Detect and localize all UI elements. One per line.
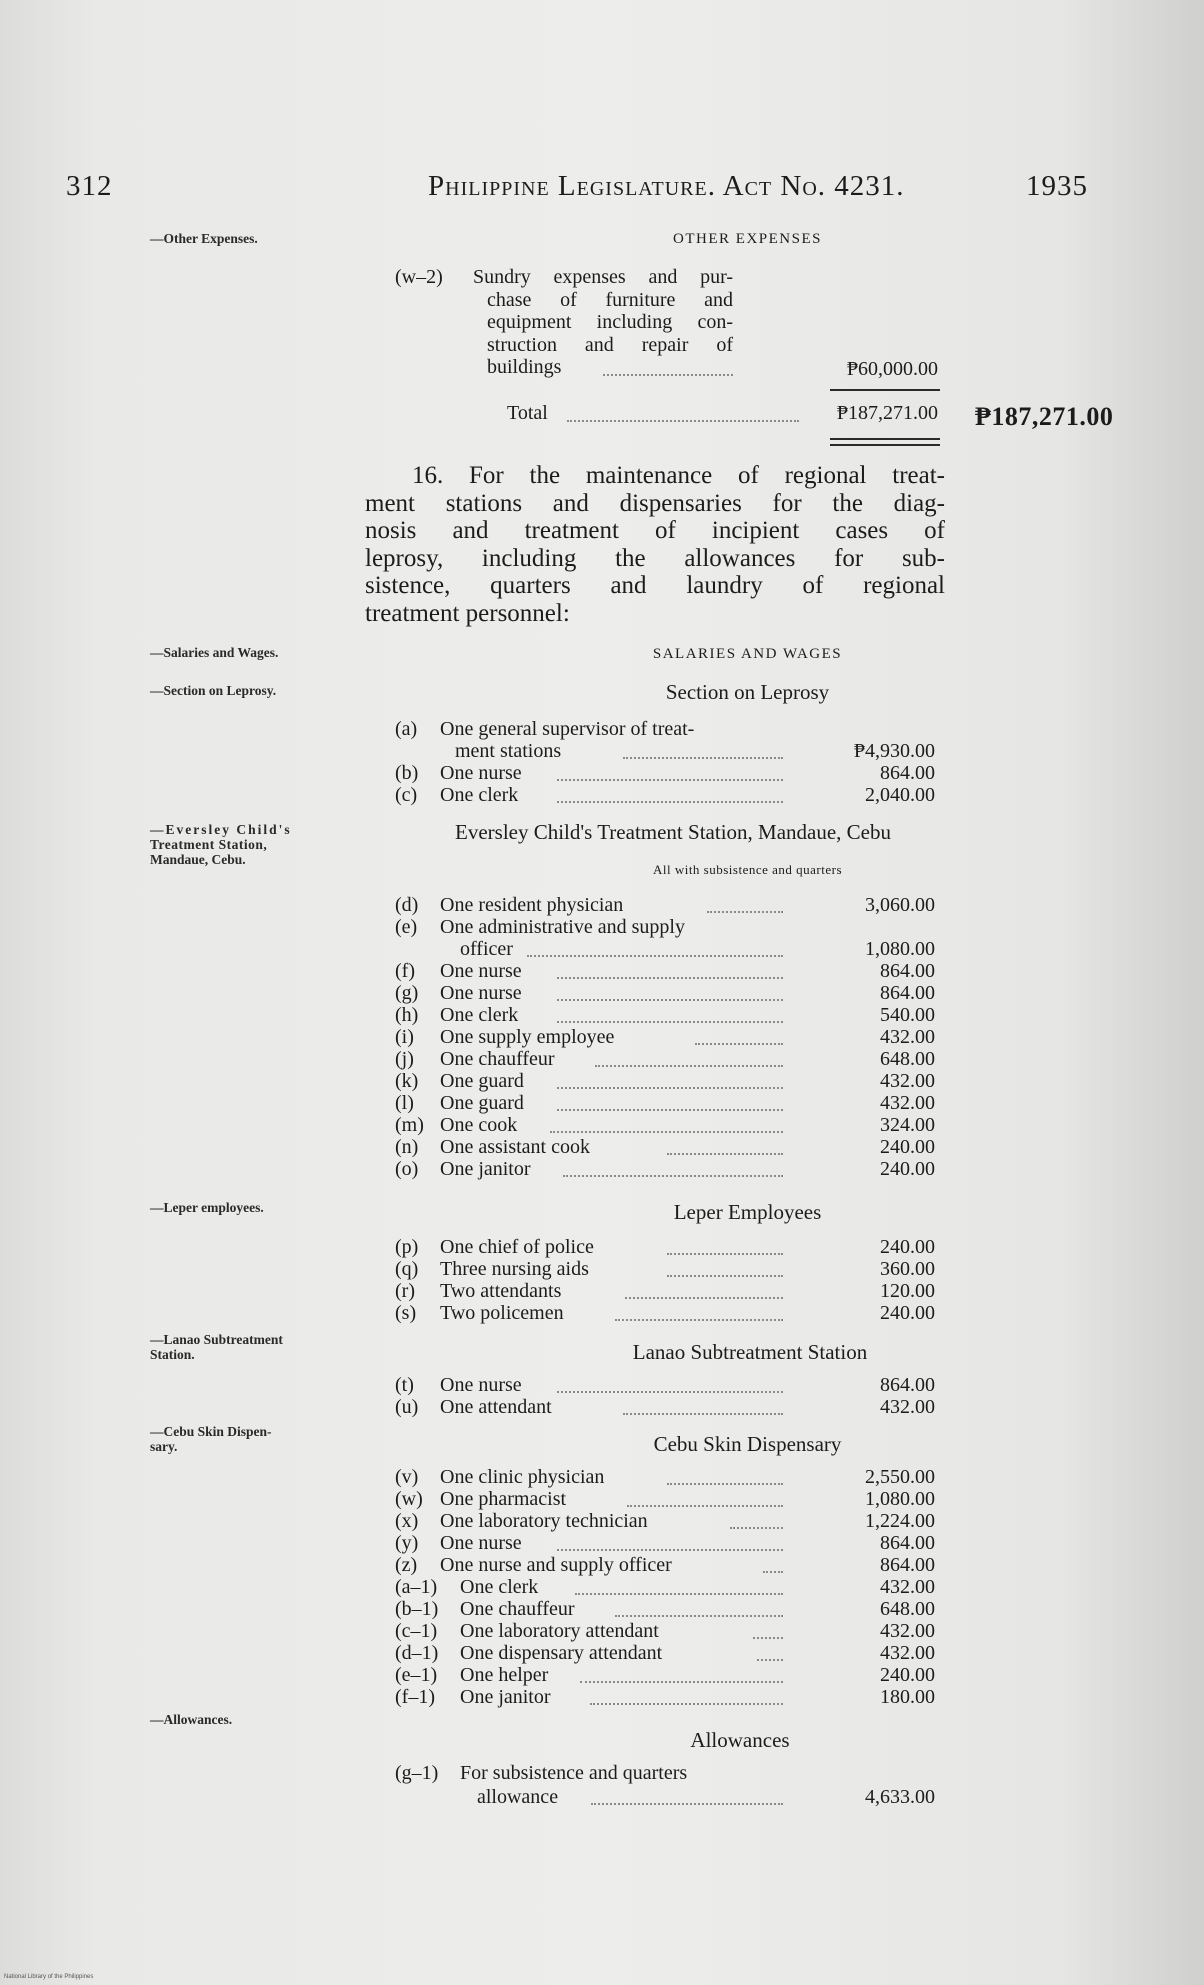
item-label: (n) [395, 1136, 419, 1158]
item-y [395, 1532, 935, 1554]
item-text: One laboratory attendant [460, 1620, 659, 1642]
item-g1 [395, 1762, 935, 1784]
item-r [395, 1280, 935, 1302]
item-amount: 648.00 [880, 1048, 935, 1070]
item-amount: 540.00 [880, 1004, 935, 1026]
heading-salaries: SALARIES AND WAGES [652, 646, 843, 662]
item-j [395, 1048, 935, 1070]
leader-dots [695, 1029, 783, 1045]
page-title: Philippine Legislature. Act No. 4231. [428, 170, 905, 202]
sum-rule [830, 389, 940, 391]
item-label: (g–1) [395, 1762, 439, 1784]
margin-note-allowances: —Allowances. [150, 1712, 233, 1727]
item-amount: 240.00 [880, 1136, 935, 1158]
item-amount: 432.00 [880, 1642, 935, 1664]
item-g1-cont [395, 1786, 935, 1808]
item-d [395, 894, 935, 916]
item-label: (k) [395, 1070, 419, 1092]
margin-note-cebu: —Cebu Skin Dispen- sary. [150, 1424, 272, 1454]
leader-dots [557, 1007, 783, 1023]
item-text: One nurse [440, 1532, 522, 1554]
item-l [395, 1092, 935, 1114]
item-text: Two attendants [440, 1280, 562, 1302]
item-label: (s) [395, 1302, 417, 1324]
item-text-line: chase of furniture and [487, 288, 733, 311]
item-label: (a–1) [395, 1576, 438, 1598]
leader-dots [557, 765, 783, 781]
grand-total: ₱187,271.00 [975, 402, 1114, 431]
note-eversley: All with subsistence and quarters [652, 862, 843, 877]
item-n [395, 1136, 935, 1158]
heading-leper: Leper Employees [673, 1200, 822, 1224]
leader-dots [757, 1645, 783, 1661]
item-text-line: struction and repair of [487, 333, 733, 356]
item-amount: ₱4,930.00 [853, 740, 935, 762]
item-e1 [395, 1664, 935, 1686]
leader-dots [557, 985, 783, 1001]
item-amount: 432.00 [880, 1396, 935, 1418]
page-year: 1935 [1026, 170, 1088, 202]
heading-lanao: Lanao Subtreatment Station [632, 1340, 868, 1364]
item-text-cont: allowance [477, 1786, 559, 1808]
item-text: One clerk [440, 1004, 519, 1026]
item-amount: 864.00 [880, 1374, 935, 1396]
item-text: One nurse [440, 960, 522, 982]
item-text-cont: officer [460, 938, 513, 960]
paragraph-line: leprosy, including the allowances for sub- [365, 544, 945, 572]
item-text: One janitor [460, 1686, 551, 1708]
item-label: (u) [395, 1396, 419, 1418]
item-text: One helper [460, 1664, 549, 1686]
item-text: One nurse [440, 762, 522, 784]
heading-leprosy: Section on Leprosy [665, 680, 830, 704]
item-b1 [395, 1598, 935, 1620]
heading-allowances: Allowances [690, 1728, 790, 1752]
leader-dots [623, 743, 783, 759]
paragraph-line: treatment personnel: [365, 599, 570, 627]
item-a [395, 718, 935, 740]
item-label: (f–1) [395, 1686, 435, 1708]
item-f [395, 960, 935, 982]
item-o [395, 1158, 935, 1180]
item-text: For subsistence and quarters [460, 1762, 688, 1784]
leader-dots [590, 1689, 783, 1705]
item-text: One resident physician [440, 894, 624, 916]
item-label: (q) [395, 1258, 419, 1280]
double-rule-bottom [830, 444, 940, 446]
item-c [395, 784, 935, 806]
item-text: One general supervisor of treat- [440, 718, 695, 740]
item-x [395, 1510, 935, 1532]
item-text-line: buildings [487, 356, 562, 378]
heading-eversley: Eversley Child's Treatment Station, Mandaue, Cebu [455, 820, 891, 844]
item-amount: 432.00 [880, 1620, 935, 1642]
heading-other-expenses: OTHER EXPENSES [673, 231, 822, 247]
item-label: (c) [395, 784, 418, 806]
margin-note-eversley: —Eversley Child's Treatment Station, Mandaue, Cebu. [150, 822, 292, 867]
leader-dots [615, 1305, 783, 1321]
double-rule-top [830, 438, 940, 440]
paragraph-line: ment stations and dispensaries for the diag- [365, 489, 945, 517]
item-text: Two policemen [440, 1302, 564, 1324]
item-label: (e–1) [395, 1664, 438, 1686]
item-amount: 2,040.00 [865, 784, 935, 806]
item-text: One laboratory technician [440, 1510, 648, 1532]
item-amount: 648.00 [880, 1598, 935, 1620]
item-amount: 432.00 [880, 1070, 935, 1092]
item-label: (z) [395, 1554, 418, 1576]
item-label: (l) [395, 1092, 414, 1114]
item-i [395, 1026, 935, 1048]
item-text: One chauffeur [460, 1598, 575, 1620]
item-label: (a) [395, 718, 418, 740]
item-k [395, 1070, 935, 1092]
item-amount: 432.00 [880, 1026, 935, 1048]
item-z [395, 1554, 935, 1576]
leader-dots [625, 1283, 783, 1299]
margin-note-other-expenses: —Other Expenses. [150, 231, 258, 246]
item-label: (y) [395, 1532, 419, 1554]
item-text: One cook [440, 1114, 518, 1136]
item-h [395, 1004, 935, 1026]
item-amount: 240.00 [880, 1236, 935, 1258]
item-v [395, 1466, 935, 1488]
leader-dots [667, 1239, 783, 1255]
item-b [395, 762, 935, 784]
margin-note-salaries: —Salaries and Wages. [150, 645, 279, 660]
item-text: One nurse [440, 982, 522, 1004]
leader-dots [615, 1601, 783, 1617]
item-amount: 240.00 [880, 1158, 935, 1180]
leader-dots [550, 1117, 783, 1133]
item-label: (x) [395, 1510, 419, 1532]
item-p [395, 1236, 935, 1258]
item-label: (d–1) [395, 1642, 439, 1664]
item-label: (o) [395, 1158, 419, 1180]
margin-note-leper: —Leper employees. [150, 1200, 264, 1215]
leader-dots [591, 1789, 783, 1805]
item-label: (w) [395, 1488, 423, 1510]
item-w [395, 1488, 935, 1510]
item-label: (v) [395, 1466, 419, 1488]
item-text: One guard [440, 1070, 524, 1092]
leader-dots [753, 1623, 783, 1639]
item-amount: 864.00 [880, 1554, 935, 1576]
item-amount: 864.00 [880, 1532, 935, 1554]
item-text: One chief of police [440, 1236, 594, 1258]
leader-dots [667, 1261, 783, 1277]
leader-dots [557, 963, 783, 979]
scan-credit: National Library of the Philippines [4, 1974, 94, 1980]
item-label: (b) [395, 762, 419, 784]
leader-dots [563, 1161, 783, 1177]
section-16-paragraph [365, 462, 945, 627]
leader-dots [557, 1073, 783, 1089]
item-amount: 864.00 [880, 982, 935, 1004]
leader-dots [667, 1139, 783, 1155]
item-amount: 3,060.00 [865, 894, 935, 916]
item-amount: 2,550.00 [865, 1466, 935, 1488]
item-q [395, 1258, 935, 1280]
heading-cebu: Cebu Skin Dispensary [653, 1432, 842, 1456]
item-label: (t) [395, 1374, 414, 1396]
leader-dots [527, 941, 783, 957]
item-text: One assistant cook [440, 1136, 590, 1158]
item-g [395, 982, 935, 1004]
item-e-cont [395, 938, 935, 960]
leader-dots [667, 1469, 783, 1485]
margin-note-lanao: —Lanao Subtreatment Station. [150, 1332, 283, 1362]
item-amount: 360.00 [880, 1258, 935, 1280]
item-amount: 4,633.00 [865, 1786, 935, 1808]
item-text: One clerk [440, 784, 519, 806]
leader-dots [707, 897, 783, 913]
item-s [395, 1302, 935, 1324]
item-text: One guard [440, 1092, 524, 1114]
leader-dots [557, 1535, 783, 1551]
item-f1 [395, 1686, 935, 1708]
item-label: (w–2) [395, 266, 443, 288]
item-t [395, 1374, 935, 1396]
item-amount: 432.00 [880, 1092, 935, 1114]
item-amount: 864.00 [880, 960, 935, 982]
item-amount: 180.00 [880, 1686, 935, 1708]
item-text: One supply employee [440, 1026, 615, 1048]
item-text: One administrative and supply [440, 916, 685, 938]
item-text: One attendant [440, 1396, 552, 1418]
paragraph-line: 16. For the maintenance of regional treat- [412, 462, 945, 489]
item-a-cont [395, 740, 935, 762]
item-d1 [395, 1642, 935, 1664]
item-amount: 240.00 [880, 1664, 935, 1686]
item-amount: ₱60,000.00 [846, 358, 938, 380]
leader-dots [557, 1095, 783, 1111]
item-text: One pharmacist [440, 1488, 567, 1510]
item-text: One chauffeur [440, 1048, 555, 1070]
item-amount: 1,224.00 [865, 1510, 935, 1532]
item-c1 [395, 1620, 935, 1642]
item-amount: 324.00 [880, 1114, 935, 1136]
item-e [395, 916, 935, 938]
paragraph-line: nosis and treatment of incipient cases of [365, 517, 945, 544]
item-label: (d) [395, 894, 419, 916]
item-label: (r) [395, 1280, 415, 1302]
leader-dots [557, 787, 783, 803]
leader-dots [763, 1557, 783, 1573]
page-header [0, 170, 1204, 210]
margin-note-leprosy: —Section on Leprosy. [150, 683, 277, 698]
item-text-line: Sundry expenses and pur- [473, 266, 733, 288]
leader-dots [557, 1377, 783, 1393]
item-text: One clinic physician [440, 1466, 605, 1488]
item-text: One janitor [440, 1158, 531, 1180]
item-text: One clerk [460, 1576, 539, 1598]
leader-dots [595, 1051, 783, 1067]
item-text: Three nursing aids [440, 1258, 589, 1280]
leader-dots [575, 1579, 783, 1595]
total-row [395, 402, 940, 426]
item-label: (j) [395, 1048, 414, 1070]
page-number: 312 [66, 170, 113, 202]
leader-dots [567, 408, 799, 422]
item-a1 [395, 1576, 935, 1598]
total-amount: ₱187,271.00 [836, 402, 938, 424]
leader-dots [730, 1513, 783, 1529]
item-amount: 432.00 [880, 1576, 935, 1598]
item-text: One nurse [440, 1374, 522, 1396]
item-label: (h) [395, 1004, 419, 1026]
item-label: (b–1) [395, 1598, 439, 1620]
item-label: (m) [395, 1114, 424, 1136]
leader-dots [580, 1667, 783, 1683]
item-label: (f) [395, 960, 415, 982]
item-label: (c–1) [395, 1620, 438, 1642]
item-text-cont: ment stations [455, 740, 562, 762]
item-amount: 120.00 [880, 1280, 935, 1302]
leader-dots [623, 1399, 783, 1415]
item-amount: 1,080.00 [865, 1488, 935, 1510]
total-label: Total [507, 402, 548, 424]
item-label: (i) [395, 1026, 414, 1048]
item-text: One dispensary attendant [460, 1642, 663, 1664]
item-text-line: equipment including con- [487, 311, 733, 333]
item-label: (e) [395, 916, 418, 938]
item-amount: 864.00 [880, 762, 935, 784]
item-u [395, 1396, 935, 1418]
item-m [395, 1114, 935, 1136]
item-label: (g) [395, 982, 419, 1004]
item-label: (p) [395, 1236, 419, 1258]
paragraph-line: sistence, quarters and laundry of regional [365, 572, 945, 599]
item-amount: 240.00 [880, 1302, 935, 1324]
item-amount: 1,080.00 [865, 938, 935, 960]
leader-dots [603, 362, 733, 376]
item-text: One nurse and supply officer [440, 1554, 672, 1576]
leader-dots [627, 1491, 783, 1507]
